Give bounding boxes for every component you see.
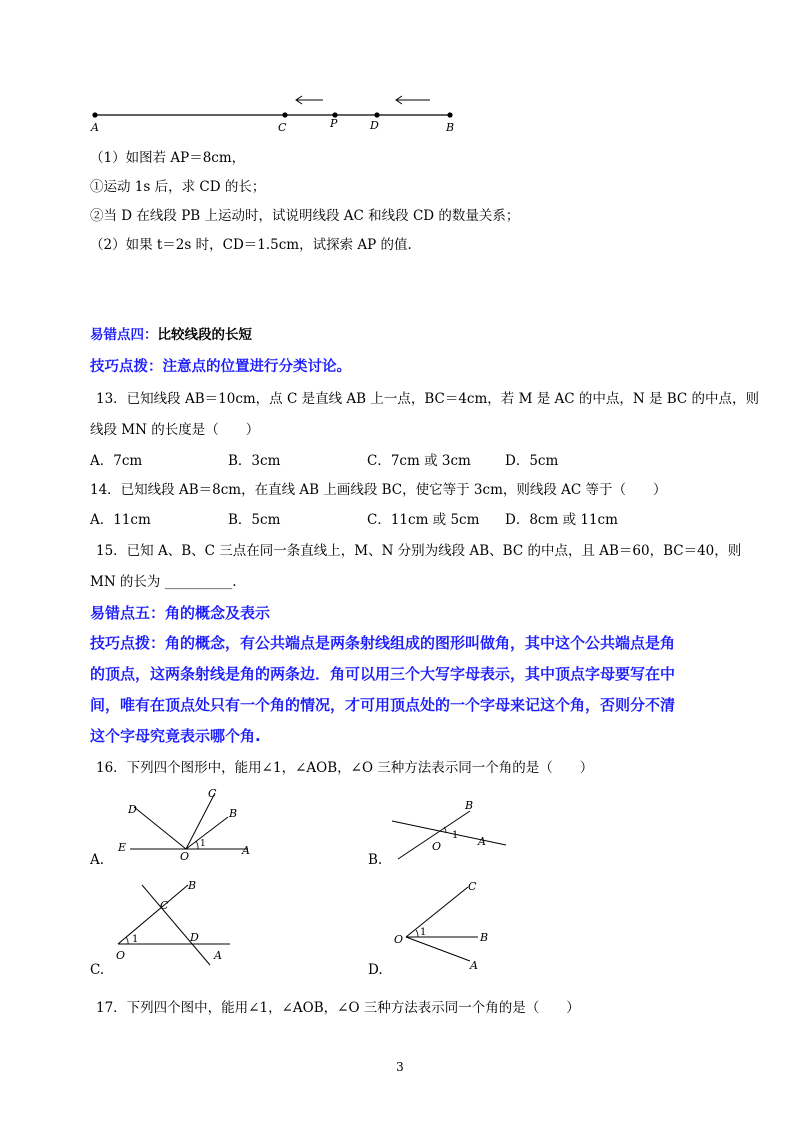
fig-a-label-a: A: [242, 844, 250, 857]
q15-line1: 15．已知 A、B、C 三点在同一条直线上，M、N 分别为线段 AB、BC 的中点，且 AB＝60，BC＝40，则: [96, 543, 742, 559]
fig-d-label-b: B: [480, 931, 489, 944]
fig-a-angle-1: 1: [200, 839, 206, 849]
section5-tip-3: 间，唯有在顶点处只有一个角的情况，才可用顶点处的一个字母来记这个角，否则分不清: [90, 696, 676, 714]
q13-line2: 线段 MN 的长度是（ ）: [90, 422, 260, 438]
label-B: B: [446, 121, 455, 134]
section4-title: 比较线段的长短: [157, 327, 252, 343]
fig-c-label-d: D: [190, 931, 199, 944]
q14-option-d: D．8cm 或 11cm: [505, 512, 618, 528]
page-number: 3: [396, 1060, 404, 1074]
label-A: A: [91, 121, 99, 134]
q15-line2: MN 的长为 __________.: [90, 574, 237, 590]
section4-label: 易错点四：: [90, 327, 158, 343]
label-C: C: [278, 121, 287, 134]
fig-c-label-c: C: [160, 899, 169, 912]
q12-part1: （1）如图若 AP＝8cm，: [90, 150, 246, 166]
q13-option-c: C．7cm 或 3cm: [367, 453, 471, 469]
fig-c-label-a: A: [214, 949, 222, 962]
q16-line1: 16．下列四个图形中，能用∠1，∠AOB，∠O 三种方法表示同一个角的是（ ）: [96, 760, 594, 776]
label-P: P: [330, 117, 338, 130]
q16-option-c-label: C.: [90, 962, 105, 978]
figure-d: [388, 877, 508, 972]
fig-a-label-b: B: [229, 807, 238, 820]
fig-d-label-c: C: [468, 880, 477, 893]
section5-tip-4: 这个字母究竟表示哪个角.: [90, 727, 261, 745]
q16-option-a-label: A.: [90, 852, 105, 868]
figure-c: [110, 877, 240, 967]
q13-line1: 13．已知线段 AB＝10cm，点 C 是直线 AB 上一点，BC＝4cm，若 M 是 AC 的中点，N 是 BC 的中点，则: [96, 391, 760, 407]
fig-d-angle-1: 1: [420, 927, 427, 938]
fig-d-label-a: A: [470, 959, 478, 972]
q14-option-a: A．11cm: [90, 512, 151, 528]
q12-sub2: ②当 D 在线段 PB 上运动时，试说明线段 AC 和线段 CD 的数量关系；: [90, 208, 520, 224]
q13-option-b: B．3cm: [228, 453, 281, 469]
section5-tip-2: 的顶点，这两条射线是角的两条边．角可以用三个大写字母表示，其中顶点字母要写在中: [90, 665, 676, 683]
fig-c-label-b: B: [188, 879, 197, 892]
q17-line1: 17．下列四个图中，能用∠1，∠AOB，∠O 三种方法表示同一个角的是（ ）: [96, 1000, 580, 1016]
q14-line1: 14．已知线段 AB＝8cm，在直线 AB 上画线段 BC，使它等于 3cm，则线段 AC 等于（ ）: [90, 482, 667, 498]
fig-b-label-a: A: [478, 835, 486, 848]
q16-option-d-label: D.: [368, 962, 383, 978]
segment-figure: [85, 88, 465, 138]
fig-c-label-o: O: [116, 949, 126, 962]
fig-a-label-c: C: [208, 787, 217, 800]
q12-part2: （2）如果 t＝2s 时，CD＝1.5cm，试探索 AP 的值.: [90, 237, 412, 253]
q16-option-b-label: B.: [368, 852, 383, 868]
section4-heading: [90, 325, 252, 345]
q14-option-b: B．5cm: [228, 512, 281, 528]
section4-tip: 技巧点拨：注意点的位置进行分类讨论。: [90, 359, 351, 375]
q13-option-a: A．7cm: [90, 453, 143, 469]
section5-heading: 易错点五：角的概念及表示: [90, 604, 271, 622]
figure-a: [110, 783, 270, 863]
q14-option-c: C．11cm 或 5cm: [367, 512, 480, 528]
q13-option-d: D．5cm: [505, 453, 559, 469]
fig-c-angle-1: 1: [132, 934, 139, 945]
label-D: D: [370, 119, 379, 132]
fig-b-label-o: O: [432, 840, 442, 853]
fig-b-label-b: B: [465, 799, 474, 812]
fig-d-label-o: O: [394, 933, 404, 946]
fig-a-label-e: E: [118, 841, 127, 854]
fig-b-angle-1: 1: [452, 830, 459, 841]
fig-a-label-d: D: [128, 803, 137, 816]
figure-b: [388, 795, 518, 865]
fig-a-label-o: O: [180, 850, 190, 863]
section5-tip-1: 技巧点拨：角的概念，有公共端点是两条射线组成的图形叫做角，其中这个公共端点是角: [90, 634, 676, 652]
q12-sub1: ①运动 1s 后，求 CD 的长；: [90, 179, 266, 195]
